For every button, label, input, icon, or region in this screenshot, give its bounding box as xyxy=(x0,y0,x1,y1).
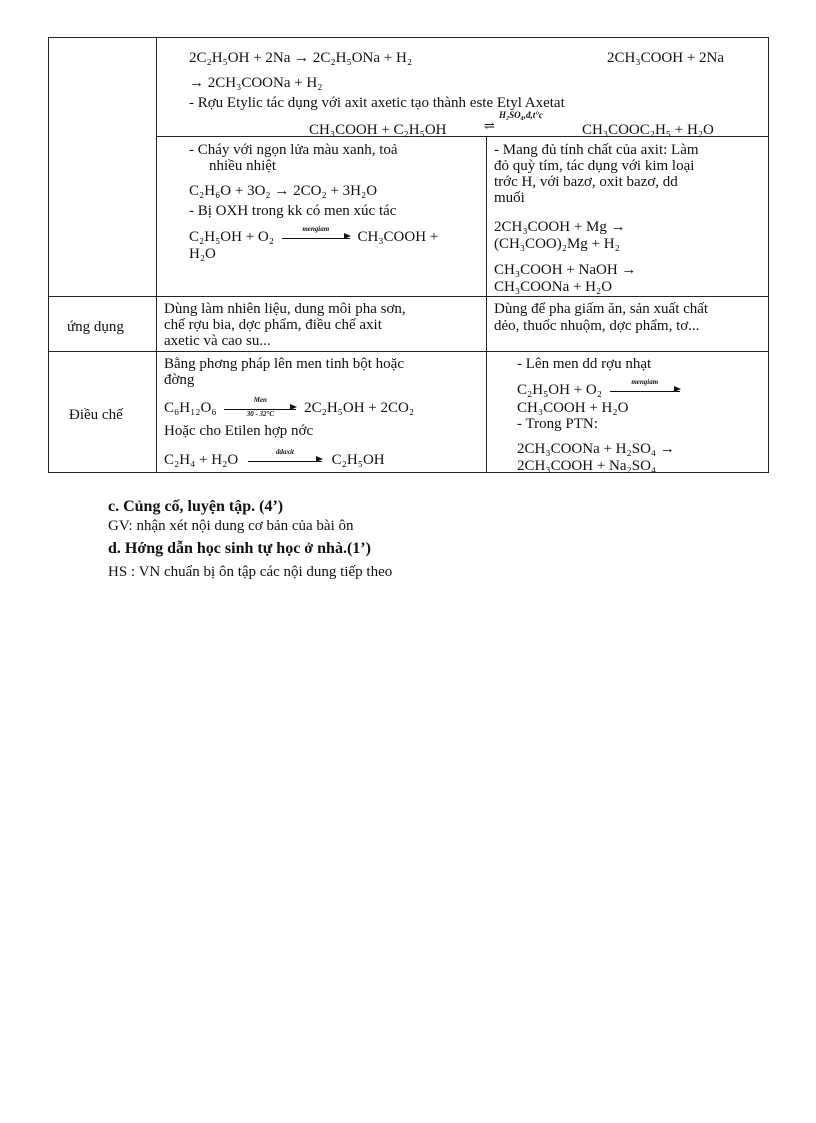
esterification-right: CH₃COOC₂H₅ + H₂O xyxy=(582,122,714,138)
reaction-arrow-icon: Men 30 - 32°C xyxy=(224,407,296,410)
eq-oxidation-water: H₂O xyxy=(189,246,216,262)
eq-combustion: C₂H₆O + 3O₂ → 2CO₂ + 3H₂O xyxy=(189,183,378,199)
esterification-text: - Rợu Etylic tác dụng với axit axetic tạo thành este Etyl Axetat xyxy=(189,95,565,111)
eq-fermentation: C₆H₁₂O₆ Men 30 - 32°C 2C₂H₅OH + 2CO₂ xyxy=(164,396,415,419)
reaction-arrow-icon: mengiam xyxy=(282,236,350,239)
row-label-ung-dung: ứng dụng xyxy=(67,319,124,335)
section-c-text: GV: nhận xét nội dung cơ bản của bài ôn xyxy=(108,518,354,534)
prep-ethanol-text-2: đờng xyxy=(164,372,195,388)
usage-ethanol-1: Dùng làm nhiên liệu, dung môi pha sơn, xyxy=(164,301,406,317)
burn-text-1: - Cháy với ngọn lửa màu xanh, toả xyxy=(189,142,398,158)
acid-property-1: - Mang đủ tính chất của axit: Làm xyxy=(494,142,699,158)
prep-ethanol-text-1: Bằng phơng pháp lên men tinh bột hoặc xyxy=(164,356,404,372)
burn-text-2: nhiều nhiệt xyxy=(209,158,277,174)
eq-hydration: C₂H₄ + H₂O ddaxit C₂H₅OH xyxy=(164,448,385,468)
row-divider-2 xyxy=(49,296,769,297)
oxidation-text: - Bị OXH trong kk có men xúc tác xyxy=(189,203,397,219)
reaction-arrow-icon: ddaxit xyxy=(248,459,322,462)
prep-lab-text: - Trong PTN: xyxy=(517,416,598,432)
prep-ethylene-text: Hoặc cho Etilen hợp nớc xyxy=(164,423,314,439)
equilibrium-arrow-icon: ⇌ xyxy=(484,118,495,133)
section-c-heading: c. Củng cố, luyện tập. (4’) xyxy=(108,498,284,515)
acid-property-4: muối xyxy=(494,190,525,206)
eq-acetic-na-a: 2CH₃COOH + 2Na xyxy=(607,50,725,66)
section-d-text: HS : VN chuẩn bị ôn tập các nội dung tiếp theo xyxy=(108,564,393,580)
eq-acetic-fermentation-product: CH₃COOH + H₂O xyxy=(517,400,629,416)
summary-table xyxy=(48,37,769,473)
usage-ethanol-2: chế rợu bia, dợc phẩm, điều chế axit xyxy=(164,317,382,333)
eq-ethanol-na: 2C₂H₅OH + 2Na → 2C₂H₅ONa + H₂ xyxy=(189,50,413,66)
eq-acetic-fermentation: C₂H₅OH + O₂ mengiam xyxy=(517,382,684,398)
prep-acetic-text-1: - Lên men dd rợu nhạt xyxy=(517,356,652,372)
eq-oxidation-left: C₂H₅OH + O₂ mengiam CH₃COOH + xyxy=(189,225,439,245)
row-label-dieu-che: Điều chế xyxy=(69,407,123,423)
eq-acetic-mg-b: (CH₃COO)₂Mg + H₂ xyxy=(494,236,620,252)
usage-acetic-2: dẻo, thuốc nhuộm, dợc phẩm, tơ... xyxy=(494,318,700,334)
eq-lab-b: 2CH₃COOH + Na₂SO₄ xyxy=(517,458,657,474)
acid-property-2: đỏ quỳ tím, tác dụng với kim loại xyxy=(494,158,695,174)
section-d-heading: d. Hớng dẫn học sinh tự học ở nhà.(1’) xyxy=(108,540,371,557)
esterification-catalyst: H₂SO₄,đ,t°c xyxy=(499,110,543,120)
reaction-arrow-icon: mengiam xyxy=(610,389,680,392)
usage-acetic-1: Dùng để pha giấm ăn, sản xuất chất xyxy=(494,301,709,317)
eq-acetic-naoh-b: CH₃COONa + H₂O xyxy=(494,279,613,295)
eq-lab-a: 2CH₃COONa + H₂SO₄ → xyxy=(517,441,675,457)
eq-acetic-mg-a: 2CH₃COOH + Mg → xyxy=(494,219,626,235)
eq-acetic-na-b: → 2CH₃COONa + H₂ xyxy=(189,75,323,91)
col-divider-2 xyxy=(486,136,487,473)
acid-property-3: trớc H, với bazơ, oxit bazơ, dd xyxy=(494,174,678,190)
usage-ethanol-3: axetic và cao su... xyxy=(164,333,271,349)
esterification-left: CH₃COOH + C₂H₅OH xyxy=(309,122,447,138)
col-divider-1 xyxy=(156,38,157,473)
eq-acetic-naoh-a: CH₃COOH + NaOH → xyxy=(494,262,637,278)
row-divider-3 xyxy=(49,351,769,352)
